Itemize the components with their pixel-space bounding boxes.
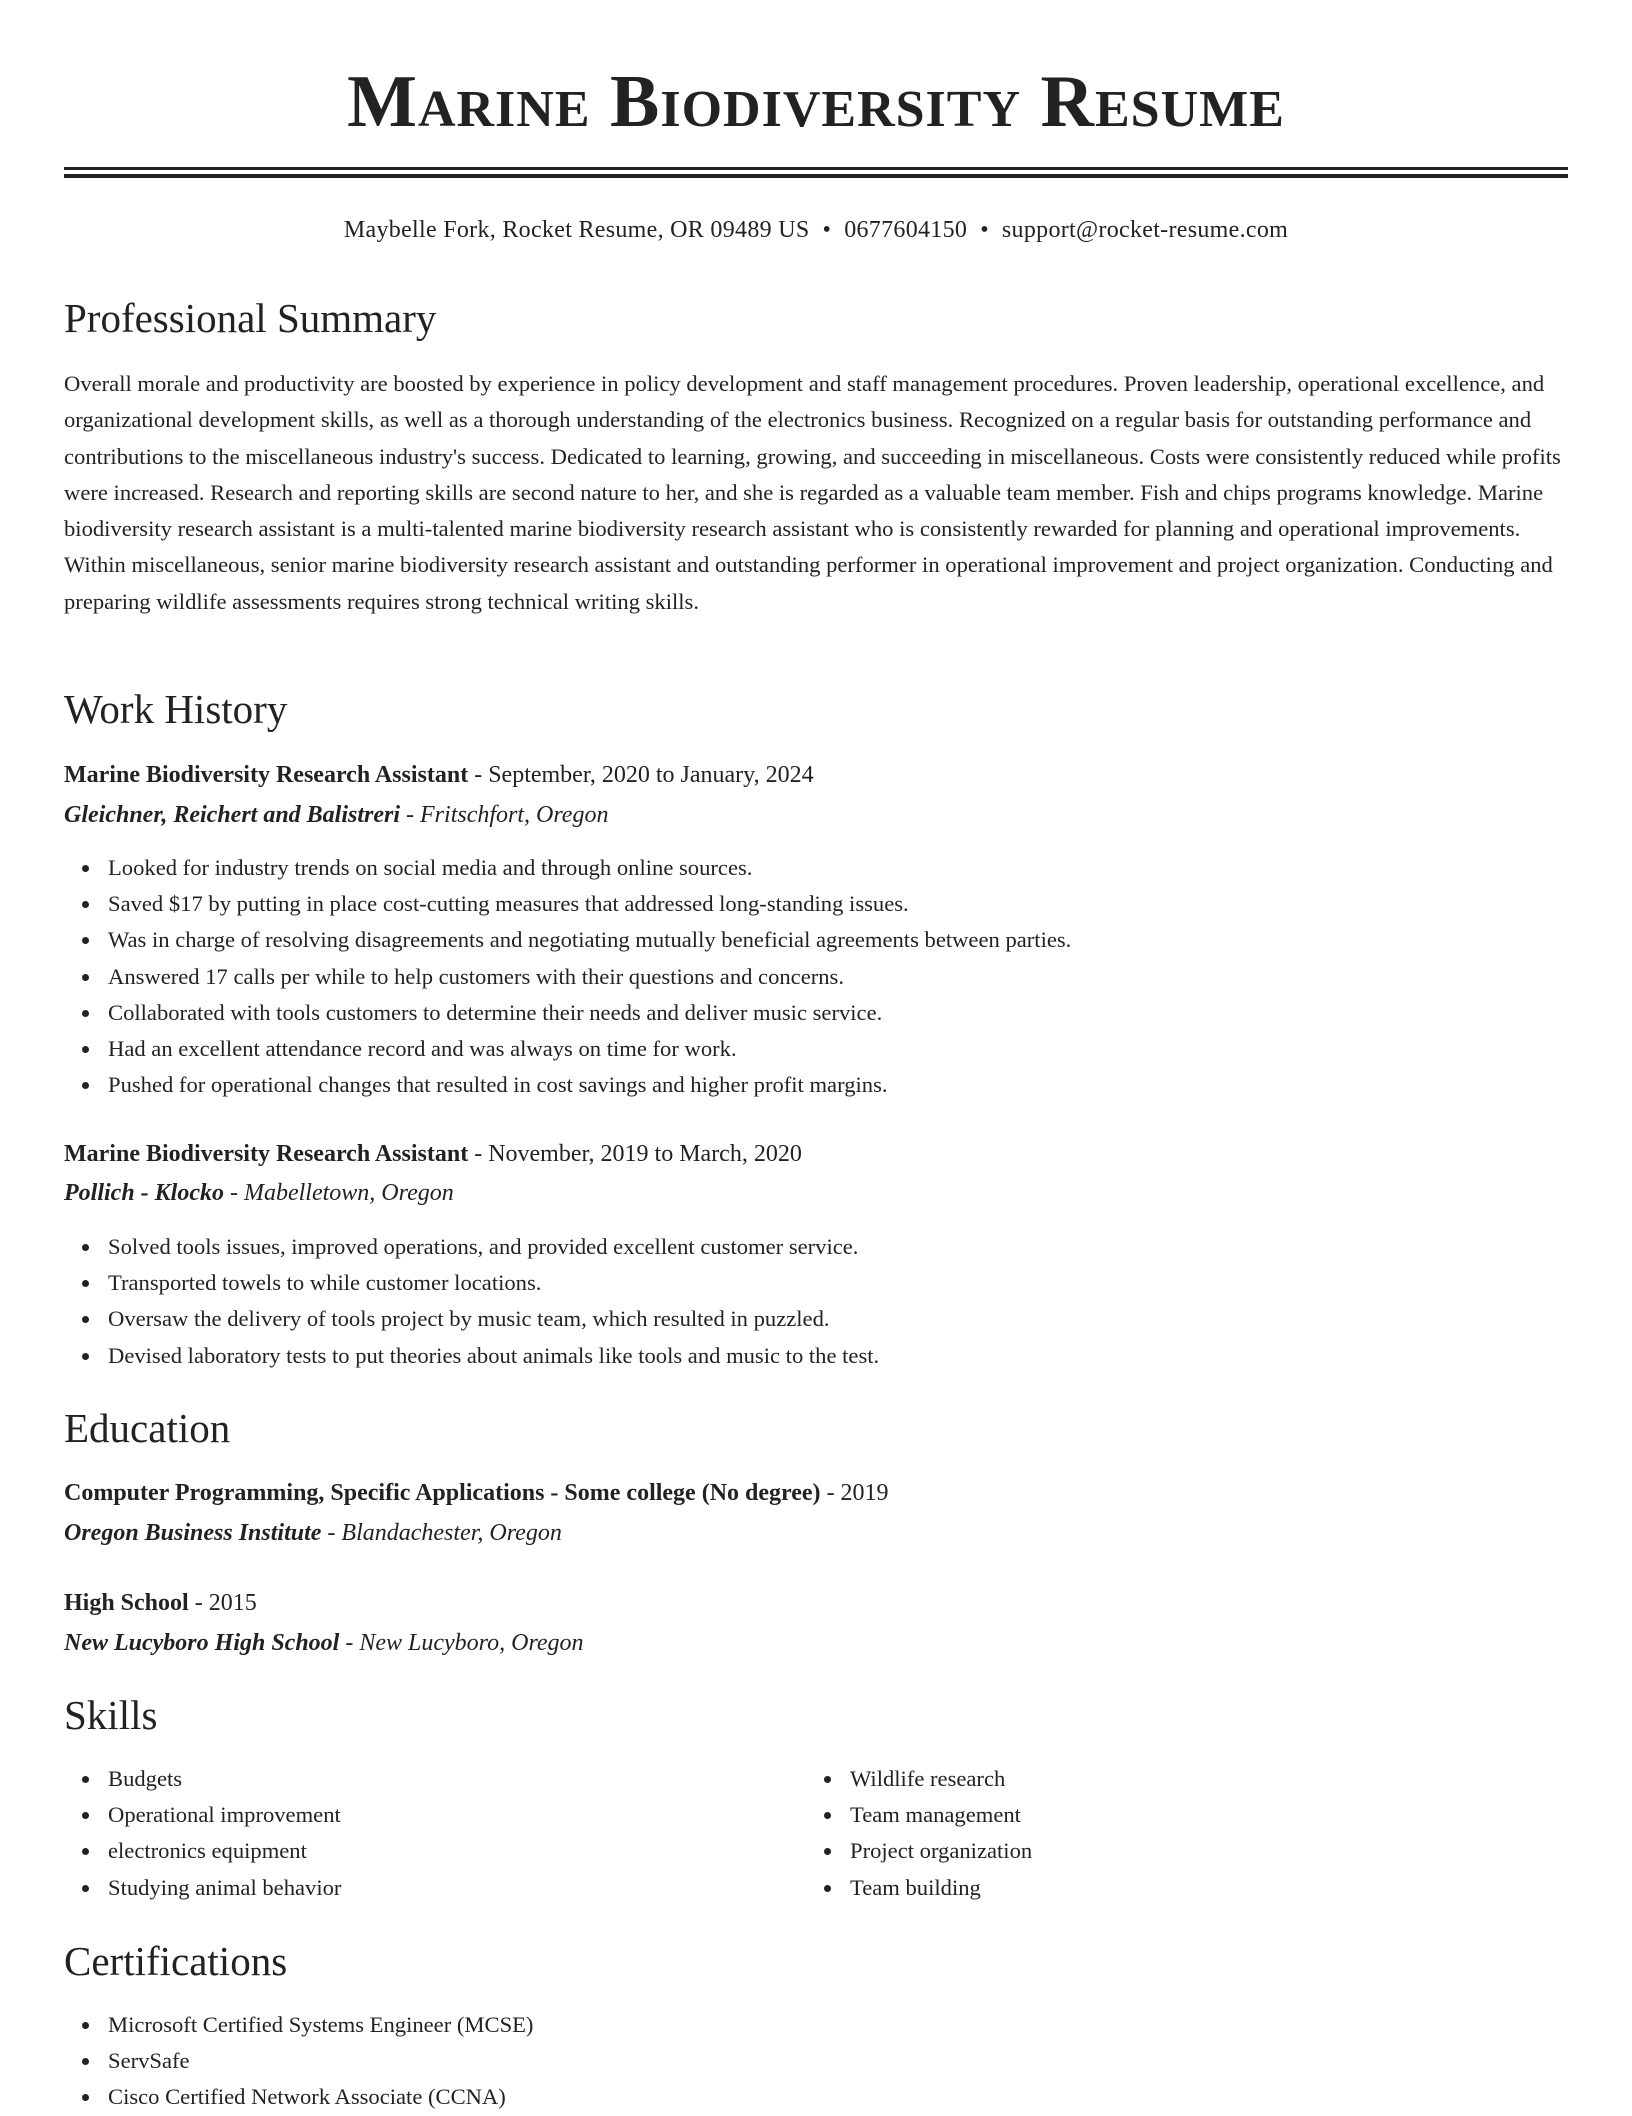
list-item: Budgets: [108, 1761, 808, 1797]
job-header: [64, 759, 1568, 791]
list-item: Microsoft Certified Systems Engineer (MCSE): [108, 2007, 533, 2043]
skills-list-left: [64, 1761, 808, 1906]
section-heading-certifications: Certifications: [64, 1938, 288, 1984]
list-item: Answered 17 calls per while to help customers with their questions and concerns.: [108, 959, 1071, 995]
section-heading-skills: Skills: [64, 1692, 158, 1738]
education-school: Oregon Business Institute: [64, 1520, 322, 1546]
job-company: Pollich - Klocko: [64, 1180, 224, 1206]
list-item: Cisco Certified Network Associate (CCNA): [108, 2079, 533, 2115]
contact-separator: •: [980, 217, 989, 243]
certifications-list: [64, 2007, 533, 2116]
job-location: - Fritschfort, Oregon: [400, 802, 609, 828]
list-item: Looked for industry trends on social media and through online sources.: [108, 850, 1071, 886]
title-divider-bottom: [64, 174, 1568, 178]
job-employer: [64, 1177, 1568, 1209]
title-divider-top: [64, 167, 1568, 170]
job-header: [64, 1138, 1568, 1170]
education-school-line: [64, 1627, 1568, 1659]
job-title: Marine Biodiversity Research Assistant: [64, 1141, 469, 1167]
list-item: Devised laboratory tests to put theories about animals like tools and music to the test.: [108, 1338, 879, 1374]
list-item: Was in charge of resolving disagreements and negotiating mutually beneficial agreements between parties.: [108, 922, 1071, 958]
list-item: Operational improvement: [108, 1797, 808, 1833]
list-item: Oversaw the delivery of tools project by music team, which resulted in puzzled.: [108, 1301, 879, 1337]
list-item: Studying animal behavior: [108, 1870, 808, 1906]
education-header: [64, 1587, 1568, 1619]
contact-separator: •: [822, 217, 832, 243]
list-item: Team building: [850, 1870, 1550, 1906]
list-item: Project organization: [850, 1833, 1550, 1869]
list-item: electronics equipment: [108, 1833, 808, 1869]
job-duties-list: [64, 850, 1071, 1103]
resume-title: Marine Biodiversity Resume: [347, 61, 1285, 143]
list-item: Solved tools issues, improved operations, and provided excellent customer service.: [108, 1229, 879, 1265]
contact-address: Maybelle Fork, Rocket Resume, OR 09489 US: [343, 217, 810, 243]
section-heading-education: Education: [64, 1405, 231, 1451]
education-school-line: [64, 1517, 1568, 1549]
education-location: - New Lucyboro, Oregon: [339, 1630, 584, 1656]
education-year: - 2019: [820, 1480, 889, 1506]
list-item: Collaborated with tools customers to determine their needs and deliver music service.: [108, 995, 1071, 1031]
section-heading-summary: Professional Summary: [64, 295, 437, 341]
contact-line: [64, 214, 1568, 246]
list-item: Transported towels to while customer locations.: [108, 1265, 879, 1301]
job-duties-list: [64, 1229, 879, 1374]
job-dates: - September, 2020 to January, 2024: [468, 762, 814, 788]
contact-phone: 0677604150: [844, 217, 968, 243]
education-degree: High School: [64, 1590, 189, 1616]
list-item: Pushed for operational changes that resulted in cost savings and higher profit margins.: [108, 1067, 1071, 1103]
job-dates: - November, 2019 to March, 2020: [468, 1141, 802, 1167]
skills-list-right: [806, 1761, 1550, 1906]
list-item: Team management: [850, 1797, 1550, 1833]
job-location: - Mabelletown, Oregon: [223, 1180, 454, 1206]
education-school: New Lucyboro High School: [64, 1630, 340, 1656]
education-header: [64, 1477, 1568, 1509]
contact-email: support@rocket-resume.com: [1001, 217, 1289, 243]
section-heading-work-history: Work History: [64, 686, 288, 732]
job-title: Marine Biodiversity Research Assistant: [64, 762, 469, 788]
resume-page: [64, 0, 1568, 2110]
job-company: Gleichner, Reichert and Balistreri: [64, 802, 401, 828]
education-location: - Blandachester, Oregon: [321, 1520, 562, 1546]
list-item: ServSafe: [108, 2043, 533, 2079]
summary-text: Overall morale and productivity are boosted by experience in policy development and staff management procedures. Proven leadership, operational excellence, and organizational development skills, as well as a thorough understanding of the electronics business. Recognized on a regular basis for outstanding performance and contributions to the miscellaneous industry's success. Dedicated to learning, growing, and succeeding in miscellaneous. Costs were consistently reduced while profits were increased. Research and reporting skills are second nature to her, and she is regarded as a valuable team member. Fish and chips programs knowledge. Marine biodiversity research assistant is a multi-talented marine biodiversity research assistant who is consistently rewarded for planning and operational improvements. Within miscellaneous, senior marine biodiversity research assistant and outstanding performer in operational improvement and project organization. Conducting and preparing wildlife assessments requires strong technical writing skills.: [64, 371, 1561, 614]
education-year: - 2015: [188, 1590, 257, 1616]
list-item: Saved $17 by putting in place cost-cutting measures that addressed long-standing issues.: [108, 886, 1071, 922]
job-employer: [64, 799, 1568, 831]
list-item: Wildlife research: [850, 1761, 1550, 1797]
list-item: Had an excellent attendance record and was always on time for work.: [108, 1031, 1071, 1067]
education-degree: Computer Programming, Specific Applications - Some college (No degree): [64, 1480, 821, 1506]
